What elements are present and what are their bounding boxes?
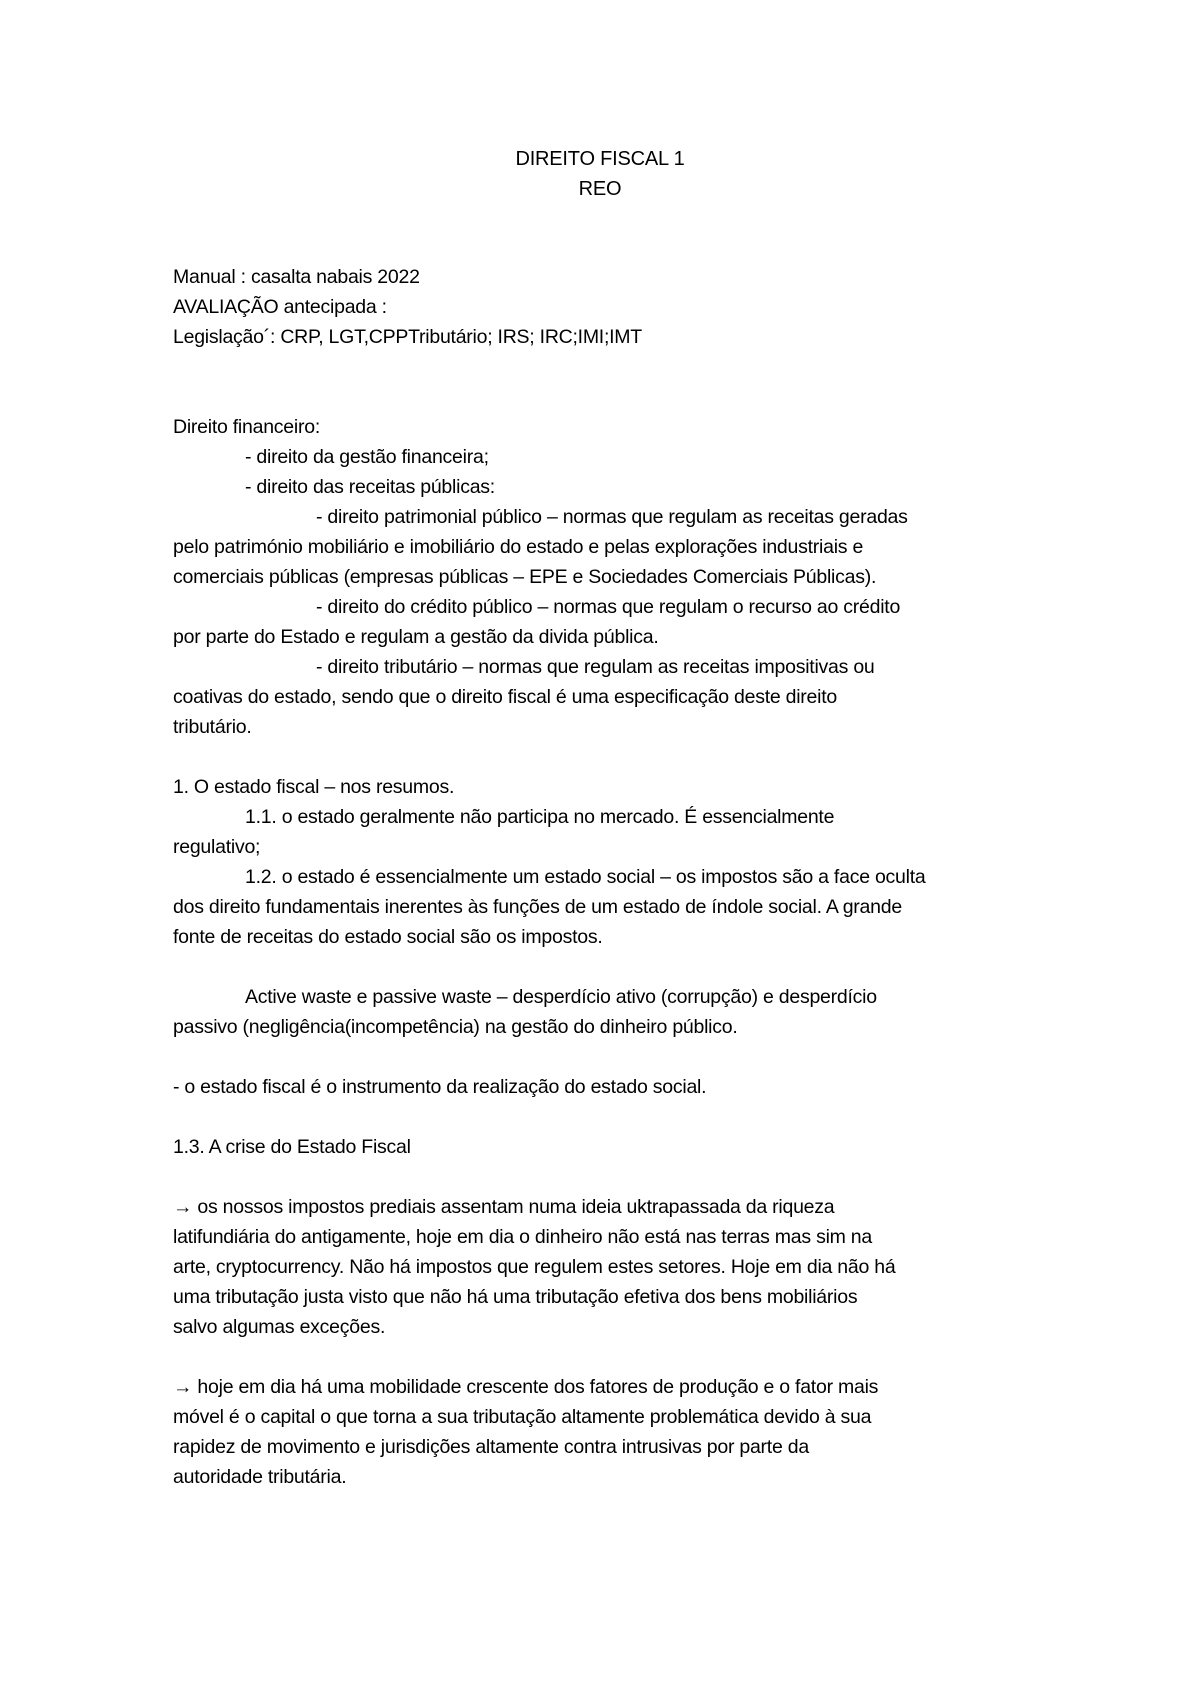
paragraph-line: móvel é o capital o que torna a sua tributação altamente problemática devido à sua <box>173 1406 872 1428</box>
paragraph-line: por parte do Estado e regulam a gestão da divida pública. <box>173 626 659 648</box>
legislacao-line: Legislação´: CRP, LGT,CPPTributário; IRS; IRC;IMI;IMT <box>173 326 642 348</box>
list-item-gestao-financeira: - direito da gestão financeira; <box>245 446 489 468</box>
paragraph-line: pelo património mobiliário e imobiliário do estado e pelas explorações industriais e <box>173 536 864 558</box>
document-subtitle: REO <box>578 178 622 200</box>
paragraph-line: → hoje em dia há uma mobilidade crescente dos fatores de produção e o fator mais <box>173 1376 879 1398</box>
paragraph-line: uma tributação justa visto que não há uma tributação efetiva dos bens mobiliários <box>173 1286 858 1308</box>
section-heading-estado-fiscal: 1. O estado fiscal – nos resumos. <box>173 776 455 798</box>
paragraph-line: - direito do crédito público – normas que regulam o recurso ao crédito <box>316 596 901 618</box>
paragraph-line: fonte de receitas do estado social são os impostos. <box>173 926 603 948</box>
paragraph-line: 1.1. o estado geralmente não participa no mercado. É essencialmente <box>245 806 835 828</box>
paragraph-line: - o estado fiscal é o instrumento da realização do estado social. <box>173 1076 707 1098</box>
paragraph-line: passivo (negligência(incompetência) na gestão do dinheiro público. <box>173 1016 738 1038</box>
section-heading-crise: 1.3. A crise do Estado Fiscal <box>173 1136 411 1158</box>
paragraph-line: Active waste e passive waste – desperdício ativo (corrupção) e desperdício <box>245 986 877 1008</box>
paragraph-line: - direito tributário – normas que regulam as receitas impositivas ou <box>316 656 875 678</box>
paragraph-line: → os nossos impostos prediais assentam numa ideia uktrapassada da riqueza <box>173 1196 835 1218</box>
document-title: DIREITO FISCAL 1 <box>515 148 685 170</box>
paragraph-line: latifundiária do antigamente, hoje em dia o dinheiro não está nas terras mas sim na <box>173 1226 872 1248</box>
list-item-receitas-publicas: - direito das receitas públicas: <box>245 476 495 498</box>
paragraph-line: regulativo; <box>173 836 261 858</box>
paragraph-line: arte, cryptocurrency. Não há impostos que regulem estes setores. Hoje em dia não há <box>173 1256 896 1278</box>
manual-line: Manual : casalta nabais 2022 <box>173 266 420 288</box>
avaliacao-line: AVALIAÇÃO antecipada : <box>173 296 387 318</box>
paragraph-line: coativas do estado, sendo que o direito fiscal é uma especificação deste direito <box>173 686 837 708</box>
paragraph-line: tributário. <box>173 716 252 738</box>
section-heading-direito-financeiro: Direito financeiro: <box>173 416 320 438</box>
paragraph-line: 1.2. o estado é essencialmente um estado social – os impostos são a face oculta <box>245 866 926 888</box>
paragraph-line: salvo algumas exceções. <box>173 1316 386 1338</box>
paragraph-line: dos direito fundamentais inerentes às funções de um estado de índole social. A grande <box>173 896 902 918</box>
paragraph-line: - direito patrimonial público – normas que regulam as receitas geradas <box>316 506 908 528</box>
paragraph-line: comerciais públicas (empresas públicas – EPE e Sociedades Comerciais Públicas). <box>173 566 877 588</box>
paragraph-line: autoridade tributária. <box>173 1466 347 1488</box>
paragraph-line: rapidez de movimento e jurisdições altamente contra intrusivas por parte da <box>173 1436 809 1458</box>
